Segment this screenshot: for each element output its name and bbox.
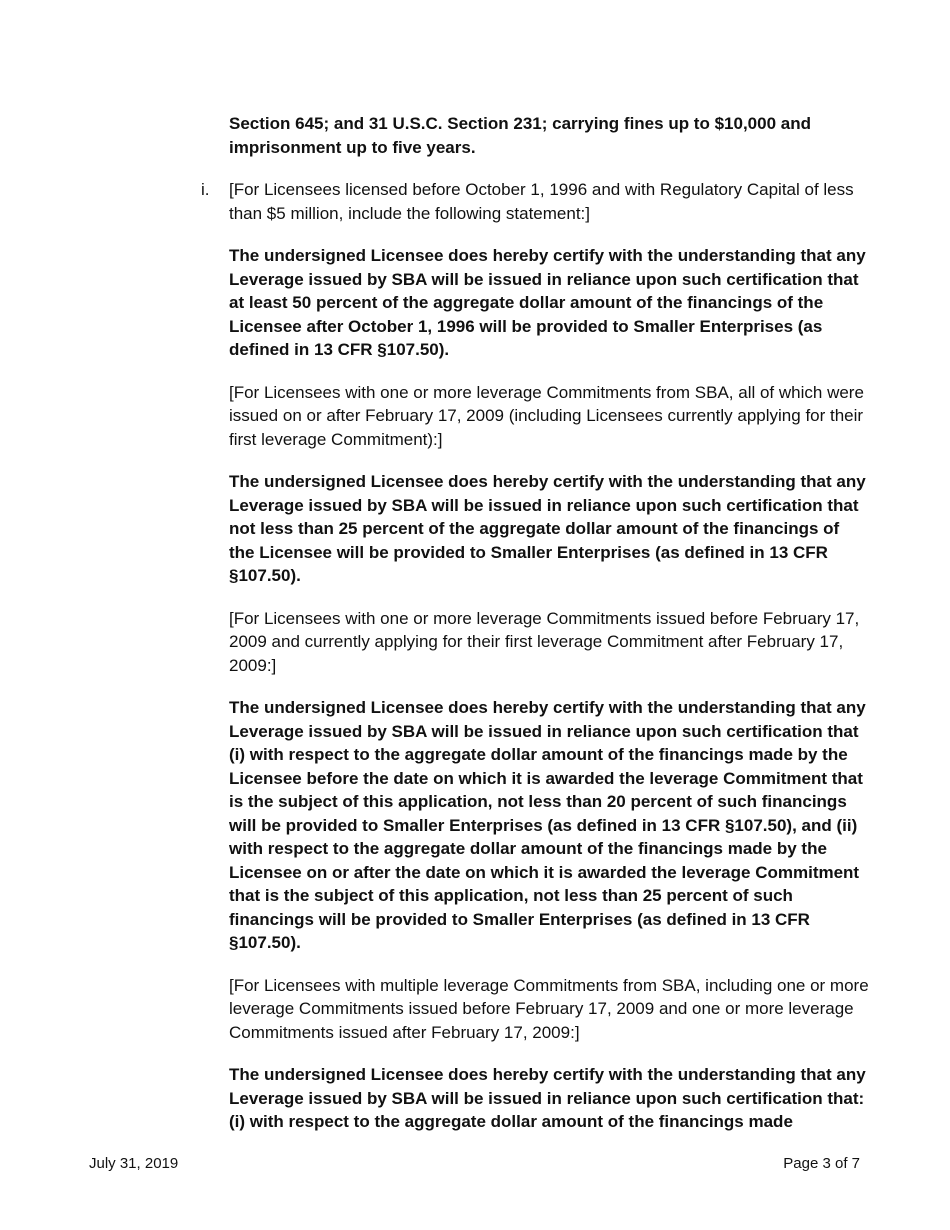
paragraph-statute-penalty: Section 645; and 31 U.S.C. Section 231; carrying fines up to $10,000 and imprisonment up to five years.: [229, 114, 811, 157]
footer-date: July 31, 2019: [89, 1155, 179, 1172]
list-item-i: [201, 178, 869, 225]
instruction-multiple-commitments: [For Licensees with multiple leverage Commitments from SBA, including one or more leverage Commitments issued before February 17, 2009 and one or more leverage Commitments issued after February 17, 2009:]: [229, 975, 869, 1042]
instruction-pre-1996-licensees: [For Licensees licensed before October 1, 1996 and with Regulatory Capital of less than $5 million, include the following statement:]: [229, 180, 854, 223]
certification-25-percent: The undersigned Licensee does hereby certify with the understanding that any Leverage issued by SBA will be issued in reliance upon such certification that not less than 25 percent of the aggregate dollar amount of the financings of the Licensee will be provided to Smaller Enterprises (as defined in 13 CFR §107.50).: [229, 472, 866, 585]
footer-page-number: Page 3 of 7: [783, 1155, 860, 1172]
instruction-pre-2009-first-commitment: [For Licensees with one or more leverage Commitments issued before February 17, 2009 and currently applying for their first leverage Commitment after February 17, 2009:]: [229, 608, 860, 675]
instruction-post-2009-commitments: [For Licensees with one or more leverage Commitments from SBA, all of which were issued on or after February 17, 2009 (including Licensees currently applying for their first leverage Commitment):]: [229, 382, 864, 449]
certification-50-percent: The undersigned Licensee does hereby certify with the understanding that any Leverage issued by SBA will be issued in reliance upon such certification that at least 50 percent of the aggregate dollar amount of the financings of the Licensee after October 1, 1996 will be provided to Smaller Enterprises (as defined in 13 CFR §107.50).: [229, 246, 866, 359]
document-body: [201, 112, 869, 1153]
certification-20-and-25-percent: The undersigned Licensee does hereby certify with the understanding that any Leverage issued by SBA will be issued in reliance upon such certification that (i) with respect to the aggregate dollar amount of the financings made by the Licensee before the date on which it is awarded the leverage Commitment that is the subject of this application, not less than 20 percent of such financings will be provided to Smaller Enterprises (as defined in 13 CFR §107.50), and (ii) with respect to the aggregate dollar amount of the financings made by the Licensee on or after the date on which it is awarded the leverage Commitment that is the subject of this application, not less than 25 percent of such financings will be provided to Smaller Enterprises (as defined in 13 CFR §107.50).: [229, 698, 866, 952]
certification-multiple-commitments: The undersigned Licensee does hereby certify with the understanding that any Leverage issued by SBA will be issued in reliance upon such certification that: (i) with respect to the aggregate dollar amount of the financings made: [229, 1065, 866, 1131]
list-marker: i.: [201, 180, 210, 199]
